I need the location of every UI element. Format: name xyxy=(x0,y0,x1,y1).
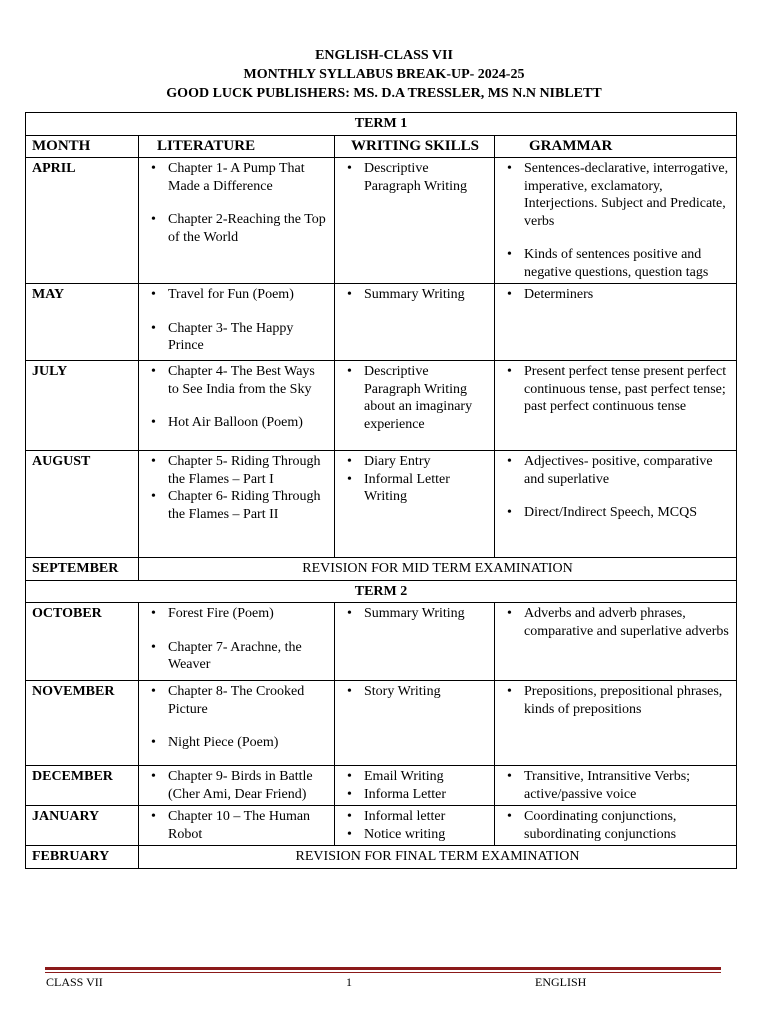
list-item: • Chapter 4- The Best Ways to See India from the Sky xyxy=(145,363,328,398)
term-1-row xyxy=(26,113,737,136)
list-item: • Summary Writing xyxy=(341,605,488,623)
table-row xyxy=(26,766,737,806)
list-item: • Informa Letter xyxy=(341,786,488,804)
month-cell: NOVEMBER xyxy=(26,681,139,766)
list-item: • Direct/Indirect Speech, MCQS xyxy=(501,504,730,522)
writing-cell xyxy=(335,806,495,846)
month-cell: JULY xyxy=(26,361,139,451)
list-item: • Chapter 6- Riding Through the Flames – Part II xyxy=(145,488,328,523)
footer-rule-thin xyxy=(45,972,721,973)
list-item: • Chapter 2-Reaching the Top of the World xyxy=(145,211,328,246)
literature-cell xyxy=(139,284,335,361)
list-item: • Chapter 3- The Happy Prince xyxy=(145,320,328,355)
list-item: • Present perfect tense present perfect continuous tense, past perfect tense; past perfect continuous tense xyxy=(501,363,730,416)
writing-cell xyxy=(335,361,495,451)
list-item: • Forest Fire (Poem) xyxy=(145,605,328,623)
list-item: • Determiners xyxy=(501,286,730,304)
table-row xyxy=(26,681,737,766)
writing-cell xyxy=(335,451,495,558)
document-header xyxy=(0,46,768,103)
list-item: • Chapter 7- Arachne, the Weaver xyxy=(145,639,328,674)
list-item: • Diary Entry xyxy=(341,453,488,471)
list-item: • Transitive, Intransitive Verbs; active/passive voice xyxy=(501,768,730,803)
grammar-cell xyxy=(495,681,737,766)
table-row xyxy=(26,284,737,361)
footer-class-label: CLASS VII xyxy=(46,975,103,989)
writing-cell xyxy=(335,603,495,681)
table-row xyxy=(26,806,737,846)
term-2-row xyxy=(26,580,737,603)
footer-rule xyxy=(45,967,721,970)
table-row xyxy=(26,558,737,581)
month-cell: AUGUST xyxy=(26,451,139,558)
grammar-cell xyxy=(495,766,737,806)
month-cell: JANUARY xyxy=(26,806,139,846)
term-1-label: TERM 1 xyxy=(26,113,737,136)
writing-cell xyxy=(335,158,495,284)
literature-cell xyxy=(139,603,335,681)
month-cell: DECEMBER xyxy=(26,766,139,806)
month-cell: OCTOBER xyxy=(26,603,139,681)
column-header-literature: LITERATURE xyxy=(139,135,335,158)
grammar-cell xyxy=(495,284,737,361)
month-cell: SEPTEMBER xyxy=(26,558,139,581)
table-row xyxy=(26,846,737,869)
month-cell: MAY xyxy=(26,284,139,361)
literature-cell xyxy=(139,806,335,846)
month-cell: FEBRUARY xyxy=(26,846,139,869)
writing-cell xyxy=(335,681,495,766)
literature-cell xyxy=(139,681,335,766)
literature-cell xyxy=(139,451,335,558)
header-publisher: GOOD LUCK PUBLISHERS: MS. D.A TRESSLER, MS N.N NIBLETT xyxy=(166,86,602,101)
month-cell: APRIL xyxy=(26,158,139,284)
list-item: • Chapter 5- Riding Through the Flames – Part I xyxy=(145,453,328,488)
page-number: 1 xyxy=(346,975,352,989)
list-item: • Prepositions, prepositional phrases, kinds of prepositions xyxy=(501,683,730,718)
header-subtitle: MONTHLY SYLLABUS BREAK-UP- 2024-25 xyxy=(243,67,525,82)
list-item: • Summary Writing xyxy=(341,286,488,304)
writing-cell xyxy=(335,284,495,361)
footer-subject-label: ENGLISH xyxy=(535,975,587,989)
literature-cell xyxy=(139,158,335,284)
writing-cell xyxy=(335,766,495,806)
grammar-cell xyxy=(495,361,737,451)
list-item: • Sentences-declarative, interrogative, imperative, exclamatory, Interjections. Subject and Predicate, verbs xyxy=(501,160,730,230)
list-item: • Descriptive Paragraph Writing xyxy=(341,160,488,195)
grammar-cell xyxy=(495,806,737,846)
table-row xyxy=(26,361,737,451)
table-row xyxy=(26,451,737,558)
list-item: • Hot Air Balloon (Poem) xyxy=(145,414,328,432)
list-item: • Travel for Fun (Poem) xyxy=(145,286,328,304)
list-item: • Descriptive Paragraph Writing about an imaginary experience xyxy=(341,363,488,433)
grammar-cell xyxy=(495,451,737,558)
grammar-cell xyxy=(495,603,737,681)
list-item: • Notice writing xyxy=(341,826,488,844)
list-item: • Chapter 8- The Crooked Picture xyxy=(145,683,328,718)
list-item: • Email Writing xyxy=(341,768,488,786)
revision-cell: REVISION FOR MID TERM EXAMINATION xyxy=(139,558,737,581)
list-item: • Story Writing xyxy=(341,683,488,701)
revision-cell: REVISION FOR FINAL TERM EXAMINATION xyxy=(139,846,737,869)
list-item: • Chapter 1- A Pump That Made a Difference xyxy=(145,160,328,195)
list-item: • Adverbs and adverb phrases, comparative and superlative adverbs xyxy=(501,605,730,640)
list-item: • Coordinating conjunctions, subordinating conjunctions xyxy=(501,808,730,843)
literature-cell xyxy=(139,766,335,806)
table-row xyxy=(26,158,737,284)
header-title: ENGLISH-CLASS VII xyxy=(315,48,453,63)
list-item: • Chapter 9- Birds in Battle (Cher Ami, Dear Friend) xyxy=(145,768,328,803)
list-item: • Adjectives- positive, comparative and superlative xyxy=(501,453,730,488)
list-item: • Kinds of sentences positive and negative questions, question tags xyxy=(501,246,730,281)
literature-cell xyxy=(139,361,335,451)
term-2-label: TERM 2 xyxy=(26,580,737,603)
syllabus-table xyxy=(25,112,737,869)
list-item: • Chapter 10 – The Human Robot xyxy=(145,808,328,843)
column-header-grammar: GRAMMAR xyxy=(495,135,737,158)
column-header-month: MONTH xyxy=(26,135,139,158)
column-header-row xyxy=(26,135,737,158)
list-item: • Informal letter xyxy=(341,808,488,826)
grammar-cell xyxy=(495,158,737,284)
list-item: • Informal Letter Writing xyxy=(341,471,488,506)
table-row xyxy=(26,603,737,681)
column-header-writing: WRITING SKILLS xyxy=(335,135,495,158)
list-item: • Night Piece (Poem) xyxy=(145,734,328,752)
